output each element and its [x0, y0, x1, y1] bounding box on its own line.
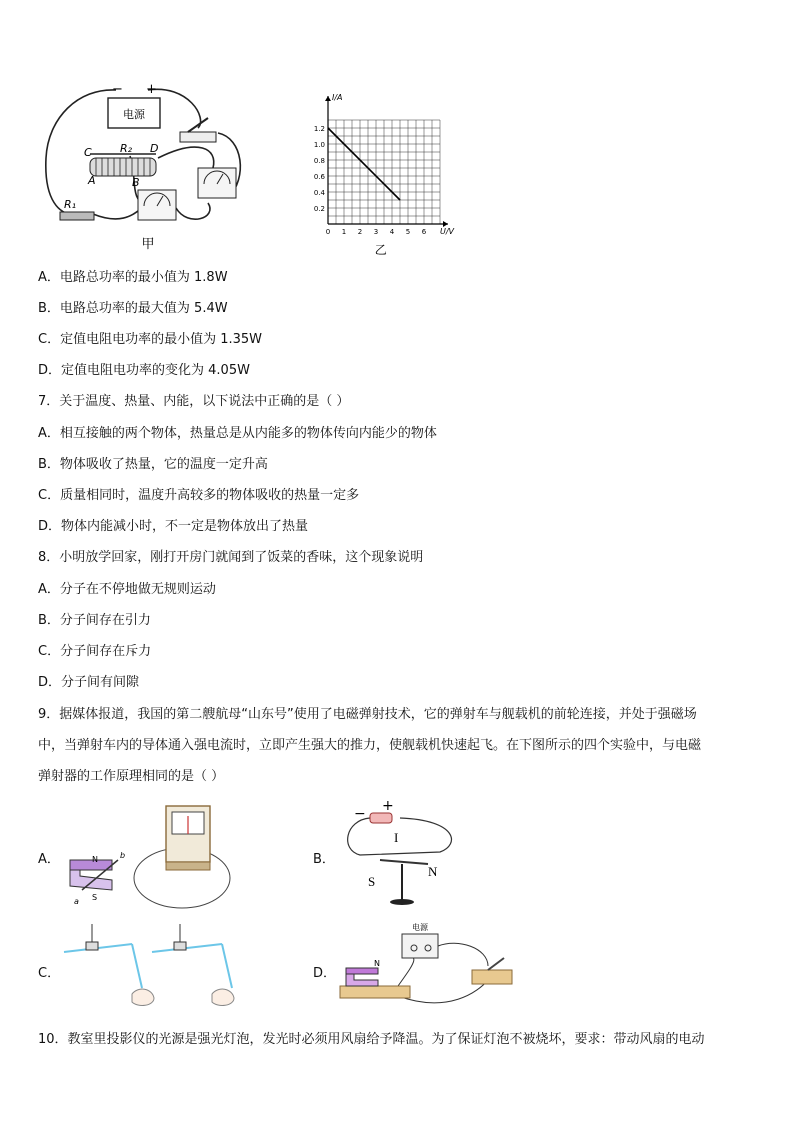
x-tick-label: 0 — [325, 228, 331, 236]
x-tick-label: 4 — [389, 228, 395, 236]
q7-option-b: B．物体吸收了热量，它的温度一定升高 — [38, 457, 268, 472]
q10-stem-line-1: 10．教室里投影仪的光源是强光灯泡，发光时必须用风扇给予降温。为了保证灯泡不被烧坏，要求：带动风扇的电动 — [38, 1032, 705, 1047]
q9-figure-c — [62, 918, 242, 1014]
q7-option-c: C．质量相同时，温度升高较多的物体吸收的热量一定多 — [38, 488, 360, 503]
power-supply-icon — [402, 934, 438, 958]
label-r1: R₁ — [64, 198, 77, 211]
compass-needle-icon — [380, 860, 428, 864]
voltmeter-icon — [198, 168, 236, 198]
y-tick-label: 0.6 — [313, 173, 325, 181]
n-label: N — [374, 959, 380, 968]
y-tick-label: 1.0 — [313, 141, 325, 149]
y-axis-arrow — [325, 96, 331, 101]
power-source-label: 电源 — [123, 108, 145, 121]
x-axis-label: U/V — [440, 227, 455, 236]
figure-caption-jia: 甲 — [141, 237, 155, 252]
q9-option-b-label: B． — [313, 852, 335, 867]
label-b: B — [132, 176, 140, 189]
q6-option-a: A．电路总功率的最小值为 1.8W — [38, 270, 228, 285]
q9-stem-line-1: 9．据媒体报道，我国的第二艘航母“山东号”使用了电磁弹射技术，它的弹射车与舰载机的前轮连接，并处于强磁场 — [38, 707, 697, 722]
label-c: C — [84, 146, 92, 159]
ammeter-icon — [138, 190, 176, 220]
switch-icon — [472, 970, 512, 984]
hand-icon — [212, 989, 234, 1005]
q9-option-c-label: C． — [38, 966, 61, 981]
q6-option-b: B．电路总功率的最大值为 5.4W — [38, 301, 228, 316]
hand-icon — [132, 989, 154, 1005]
q9-figure-d — [338, 918, 518, 1014]
y-tick-label: 1.2 — [313, 125, 325, 133]
label-a: a — [74, 897, 79, 906]
horseshoe-magnet-icon — [70, 860, 112, 890]
y-tick-label: 0.2 — [313, 205, 325, 213]
q9-option-d-label: D． — [313, 966, 337, 981]
label-a: A — [88, 174, 96, 187]
q7-option-d: D．物体内能减小时，不一定是物体放出了热量 — [38, 519, 309, 534]
q8-option-c: C．分子间存在斥力 — [38, 644, 152, 659]
q8-option-b: B．分子间存在引力 — [38, 613, 151, 628]
y-axis-label: I/A — [332, 93, 343, 102]
figure-caption-yi: 乙 — [374, 243, 387, 256]
power-label: 电源 — [412, 923, 428, 932]
y-tick-label: 0.4 — [313, 189, 325, 197]
series-line — [328, 128, 400, 200]
label-b: b — [120, 851, 126, 860]
y-tick-label: 0.8 — [313, 157, 325, 165]
s-pole-label: S — [368, 874, 376, 889]
label-s: S — [92, 893, 98, 902]
label-r2: R₂ — [120, 142, 133, 155]
q9-figure-b — [340, 800, 470, 912]
x-tick-label: 1 — [341, 228, 347, 236]
circuit-figure-jia — [38, 78, 258, 256]
q9-stem-line-2: 中，当弹射车内的导体通入强电流时，立即产生强大的推力，使舰载机快速起飞。在下图所示的四个实验中，与电磁 — [38, 738, 702, 753]
current-label: I — [394, 830, 399, 845]
plus-terminal-label: + — [146, 82, 157, 97]
q9-option-a-label: A． — [38, 852, 60, 867]
minus-terminal-label: − — [112, 82, 123, 97]
q8-stem: 8．小明放学回家，刚打开房门就闻到了饭菜的香味，这个现象说明 — [38, 550, 424, 565]
minus-label: − — [354, 806, 366, 822]
x-tick-label: 3 — [373, 228, 379, 236]
galvanometer-icon — [166, 806, 210, 870]
battery-icon — [370, 813, 392, 823]
plus-label: + — [382, 800, 394, 814]
q9-stem-line-3: 弹射器的工作原理相同的是（ ） — [38, 769, 225, 784]
q8-option-a: A．分子在不停地做无规则运动 — [38, 582, 216, 597]
x-tick-label: 6 — [421, 228, 427, 236]
q8-option-d: D．分子间有间隙 — [38, 675, 140, 690]
label-n: N — [92, 855, 98, 864]
q6-option-c: C．定值电阻电功率的最小值为 1.35W — [38, 332, 263, 347]
q6-option-d: D．定值电阻电功率的变化为 4.05W — [38, 363, 250, 378]
q9-figure-a — [62, 800, 232, 912]
q7-option-a: A．相互接触的两个物体，热量总是从内能多的物体传向内能少的物体 — [38, 426, 437, 441]
iu-graph-yi — [308, 84, 468, 256]
n-pole-label: N — [428, 864, 438, 879]
x-tick-label: 2 — [357, 228, 363, 236]
label-d: D — [150, 142, 159, 155]
q7-stem: 7．关于温度、热量、内能，以下说法中正确的是（ ） — [38, 394, 350, 409]
x-tick-label: 5 — [405, 228, 411, 236]
